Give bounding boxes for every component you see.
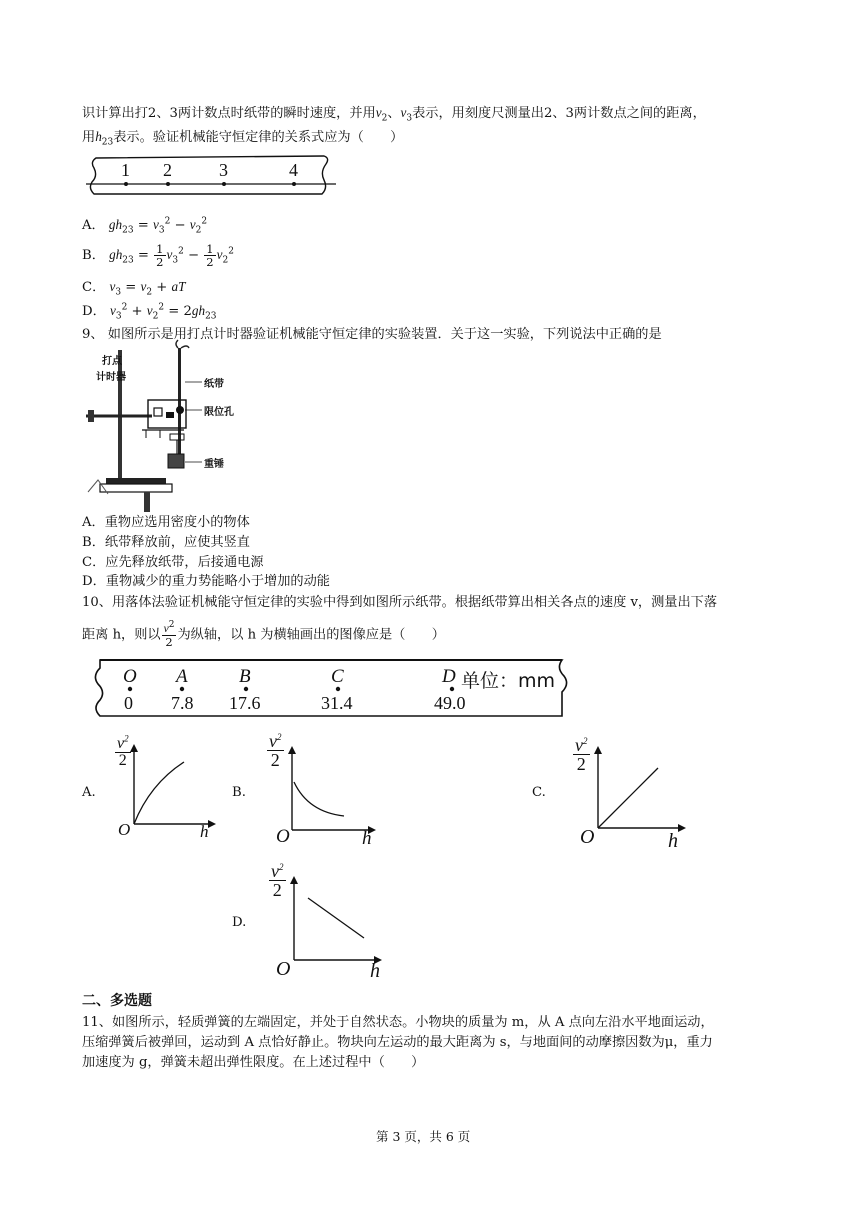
q10-option-c: C.: [532, 785, 546, 800]
q9-label-hole: 限位孔: [204, 407, 234, 418]
q10-tape-value-a: 7.8: [171, 693, 194, 713]
q10-tape-point-o: O: [123, 666, 137, 687]
section-title: 二、多选题: [82, 993, 152, 1009]
graph-b-origin: O: [276, 826, 290, 847]
graph-b-figure: [286, 746, 376, 836]
q9-option-a: A．重物应选用密度小的物体: [82, 515, 250, 530]
graph-d-figure: [288, 876, 388, 966]
q11-stem-line3: 加速度为 g，弹簧未超出弹性限度。在上述过程中（ ）: [82, 1055, 425, 1070]
q10-tape-value-d: 49.0: [434, 693, 466, 713]
q10-tape-point-d: D: [442, 666, 456, 687]
graph-d-line: [308, 898, 364, 938]
q9-option-b: B．纸带释放前，应使其竖直: [82, 535, 250, 550]
q9-option-c: C．应先释放纸带，后接通电源: [82, 555, 264, 570]
graph-d-xlabel: h: [370, 960, 380, 982]
graph-a-xlabel: h: [200, 822, 209, 841]
graph-b-ylabel: $\frac{v^2}{2}$: [269, 731, 282, 770]
graph-d-origin: O: [276, 958, 291, 980]
graph-c-xlabel: h: [668, 830, 678, 852]
graph-d-ylabel: $\frac{v^2}{2}$: [271, 861, 284, 900]
q8-option-c: C． $v_3 = v_2$ + aT: [82, 279, 186, 298]
graph-a-origin: O: [118, 820, 131, 839]
q8-option-a: A． $gh_{23} = v_3^2 - v_2^2$: [82, 216, 208, 236]
q8-tape-dot: [166, 182, 170, 186]
q8-tape-label-3: 3: [219, 160, 228, 180]
q10-tape-point-a: A: [176, 666, 188, 687]
q10-tape-point-c: C: [331, 666, 344, 687]
graph-c-figure: [592, 746, 692, 836]
q8-option-d: D． $v_3^2 + v_2^2 = 2gh_{23}$: [82, 302, 217, 322]
q9-stem: 9、 如图所示是用打点计时器验证机械能守恒定律的实验装置．关于这一实验，下列说法中正确的是: [82, 327, 662, 342]
q10-tape-value-o: 0: [124, 693, 133, 713]
q9-label-timer-2: 计时器: [96, 372, 126, 383]
q10-option-b: B.: [232, 785, 246, 800]
q9-option-d: D．重物减少的重力势能略小于增加的动能: [82, 574, 330, 589]
q8-tape-dot: [124, 182, 128, 186]
q11-stem-line2: 压缩弹簧后被弹回，运动到 A 点恰好静止。物块向左运动的最大距离为 s，与地面间的动摩擦因数为μ，重力: [82, 1035, 713, 1050]
q10-tape-point-b: B: [239, 666, 251, 687]
q8-tape-label-1: 1: [121, 160, 130, 180]
page-footer: 第 3 页，共 6 页: [376, 1129, 471, 1144]
q9-label-tape: 纸带: [204, 379, 224, 390]
q8-stem-line1: 识计算出打2、3两计数点时纸带的瞬时速度，并用$v_2$、$v_3$表示，用刻度尺测量出2、3两计数点之间的距离，: [82, 105, 706, 124]
q8-tape-label-2: 2: [163, 160, 172, 180]
graph-b-xlabel: h: [362, 828, 372, 849]
q10-tape-value-b: 17.6: [229, 693, 261, 713]
q11-stem-line1: 11、如图所示，轻质弹簧的左端固定，并处于自然状态。小物块的质量为 m，从 A 点向左沿水平地面运动，: [82, 1015, 714, 1030]
q10-stem-line1: 10、用落体法验证机械能守恒定律的实验中得到如图所示纸带。根据纸带算出相关各点的速度 v，测量出下落: [82, 595, 718, 610]
q10-tape-unit: 单位：mm: [461, 670, 556, 692]
q8-tape-label-4: 4: [289, 160, 298, 180]
q10-option-d: D.: [232, 915, 247, 930]
q8-tape-dot: [292, 182, 296, 186]
graph-a-curve: [134, 762, 184, 824]
q9-label-weight: 重锤: [204, 459, 224, 470]
graph-b-curve: [294, 782, 344, 816]
q8-tape-dot: [222, 182, 226, 186]
q8-stem-line2: 用$h_{23}$表示。验证机械能守恒定律的关系式应为（ ）: [82, 129, 404, 148]
graph-a-ylabel: $\frac{v^2}{2}$: [117, 733, 129, 769]
q9-label-timer-1: 打点: [102, 356, 122, 367]
q10-option-a: A.: [82, 785, 96, 800]
graph-c-line: [598, 768, 658, 828]
q8-option-b: B． $gh_{23}$ = $\frac{1}{2}$ $v_3^2$ − $\frac{1}{2}$ $v_2^2$: [82, 242, 234, 269]
graph-c-ylabel: $\frac{v^2}{2}$: [575, 735, 588, 774]
graph-c-origin: O: [580, 826, 595, 848]
q10-stem-line2: 距离 h，则以 $\frac{v^2}{2}$ 为纵轴，以 h 为横轴画出的图像应是（ ）: [82, 620, 445, 649]
q10-tape-value-c: 31.4: [321, 693, 353, 713]
graph-a-figure: [128, 744, 218, 834]
